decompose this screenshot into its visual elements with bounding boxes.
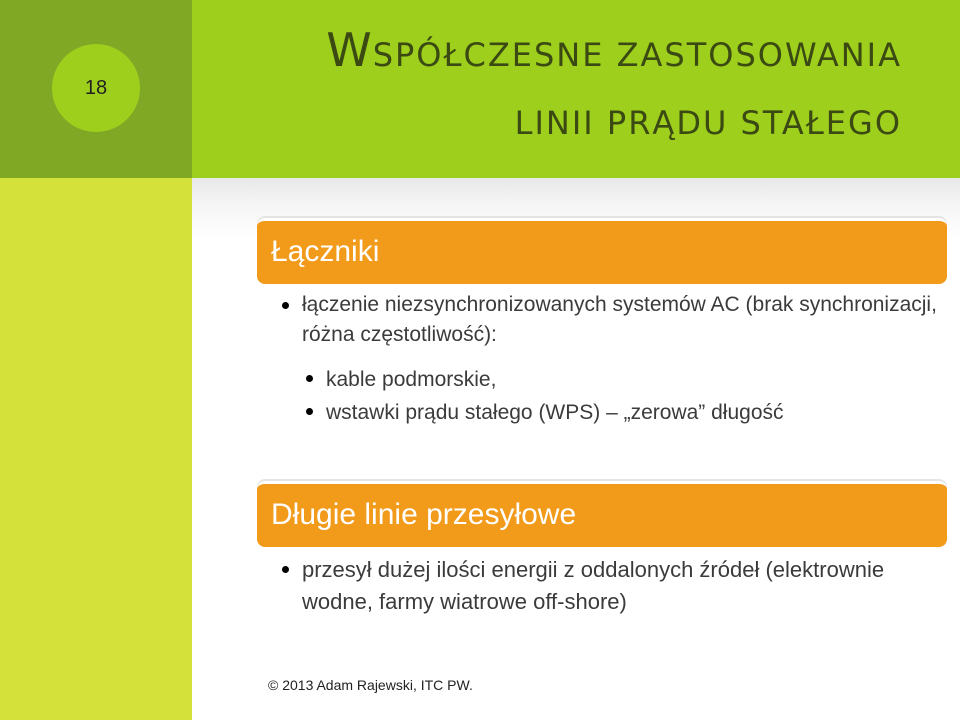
slide-title xyxy=(222,16,902,157)
copyright-footer: © 2013 Adam Rajewski, ITC PW. xyxy=(268,677,473,693)
slide-number: 18 xyxy=(84,76,108,99)
sub-bullet-item: wstawki prądu stałego (WPS) – „zerowa” długość xyxy=(326,396,936,429)
bullet-list-dlugie-linie xyxy=(302,554,942,618)
bullet-item: łączenie niezsynchronizowanych systemów AC (brak synchronizacji, różna częstotliwość): xyxy=(302,290,942,350)
sub-bullet-item: kable podmorskie, xyxy=(326,363,936,396)
section-header-dlugie-linie: Długie linie przesyłowe xyxy=(257,481,947,547)
slide-number-badge xyxy=(52,44,140,132)
bullet-list-laczniki xyxy=(302,290,942,350)
sub-bullet-list xyxy=(326,363,936,429)
title-line-2: LINII PRĄDU STAŁEGO xyxy=(514,104,902,142)
section-header-laczniki: Łączniki xyxy=(257,218,947,284)
title-line-1: WSPÓŁCZESNE ZASTOSOWANIA xyxy=(326,23,902,77)
bullet-item: przesył dużej ilości energii z oddalonych źródeł (elektrownie wodne, farmy wiatrowe off-shore) xyxy=(302,554,942,618)
